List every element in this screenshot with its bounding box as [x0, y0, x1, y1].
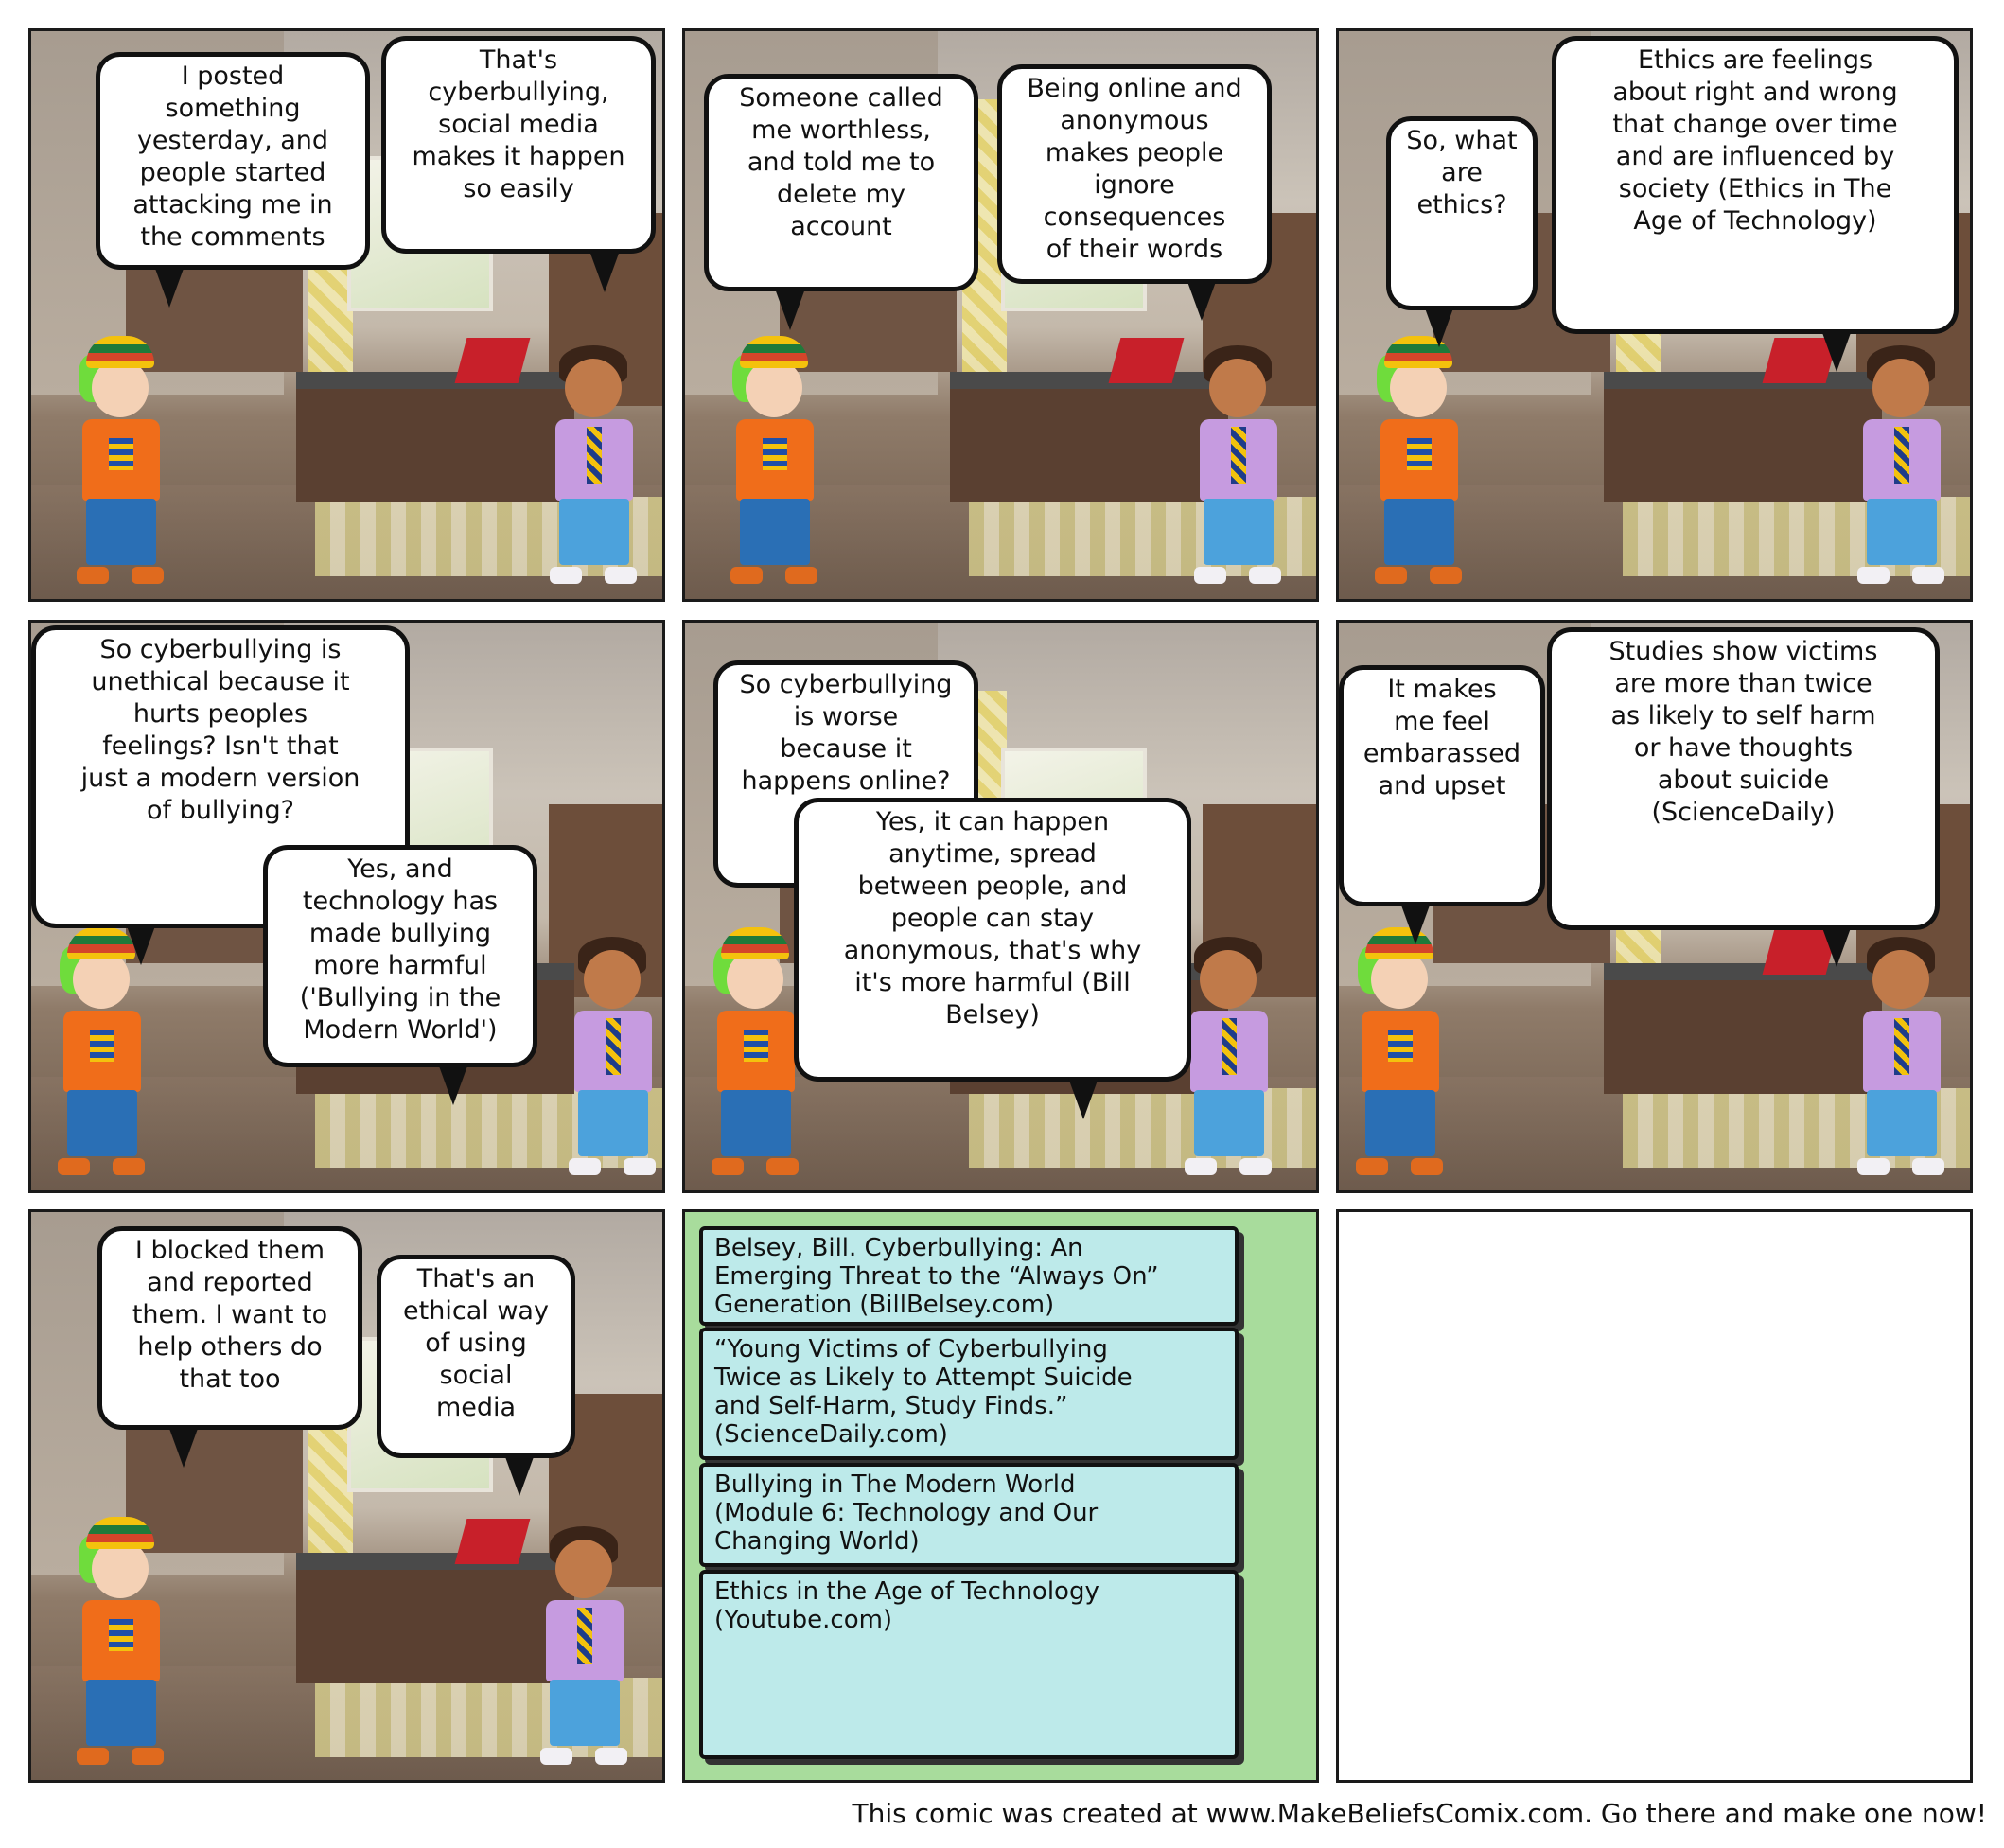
- friend-character: [1187, 336, 1291, 591]
- speech-bubble: It makes me feel embarassed and upset: [1339, 665, 1545, 906]
- blank-panel: [1336, 1209, 1973, 1783]
- boy-character: [1367, 336, 1471, 591]
- boy-character: [69, 336, 173, 591]
- speech-bubble: Ethics are feelings about right and wrong that change over time and are influenced by society (Ethics in The Age of Technology): [1552, 36, 1959, 334]
- reference-item: Ethics in the Age of Technology (Youtube.com): [699, 1570, 1239, 1759]
- speech-bubble: Yes, it can happen anytime, spread between people, and people can stay anonymous, that's why it's more harmful (Bill Belsey): [794, 798, 1191, 1082]
- boy-character: [50, 927, 154, 1183]
- friend-character: [1177, 927, 1281, 1183]
- comic-panel-6: [1336, 620, 1973, 1193]
- speech-bubble: So cyberbullying is worse because it happens online?: [713, 660, 978, 888]
- boy-character: [723, 336, 827, 591]
- boy-character: [1348, 927, 1452, 1183]
- friend-character: [533, 1517, 637, 1772]
- speech-bubble: That's cyberbullying, social media makes it happen so easily: [381, 36, 656, 254]
- friend-character: [561, 927, 665, 1183]
- footer-credit: This comic was created at www.MakeBeliefsComix.com. Go there and make one now!: [852, 1798, 1987, 1829]
- reference-item: Bullying in The Modern World (Module 6: Technology and Our Changing World): [699, 1463, 1239, 1567]
- comic-panel-3: [1336, 28, 1973, 602]
- friend-character: [1850, 927, 1954, 1183]
- friend-character: [542, 336, 646, 591]
- speech-bubble: I blocked them and reported them. I want to help others do that too: [97, 1226, 362, 1430]
- speech-bubble: So, what are ethics?: [1386, 116, 1538, 310]
- speech-bubble: Being online and anonymous makes people ignore consequences of their words: [997, 64, 1272, 284]
- references-panel: [682, 1209, 1319, 1783]
- speech-bubble: I posted something yesterday, and people started attacking me in the comments: [96, 52, 370, 270]
- reference-item: “Young Victims of Cyberbullying Twice as Likely to Attempt Suicide and Self-Harm, Study Finds.” (ScienceDaily.com): [699, 1328, 1239, 1460]
- friend-character: [1850, 336, 1954, 591]
- comic-panel-1: [28, 28, 665, 602]
- speech-bubble: Studies show victims are more than twice as likely to self harm or have thoughts about suicide (ScienceDaily): [1547, 627, 1940, 930]
- comic-panel-2: [682, 28, 1319, 602]
- comic-panel-7: [28, 1209, 665, 1783]
- speech-bubble: So cyberbullying is unethical because it hurts peoples feelings? Isn't that just a modern version of bullying?: [31, 625, 410, 928]
- speech-bubble: That's an ethical way of using social media: [377, 1255, 575, 1458]
- comic-panel-5: [682, 620, 1319, 1193]
- boy-character: [69, 1517, 173, 1772]
- comic-panel-4: [28, 620, 665, 1193]
- boy-character: [704, 927, 808, 1183]
- speech-bubble: Yes, and technology has made bullying more harmful ('Bullying in the Modern World'): [263, 845, 537, 1067]
- reference-item: Belsey, Bill. Cyberbullying: An Emerging Threat to the “Always On” Generation (BillBelsey.com): [699, 1226, 1239, 1326]
- speech-bubble: Someone called me worthless, and told me to delete my account: [704, 74, 978, 291]
